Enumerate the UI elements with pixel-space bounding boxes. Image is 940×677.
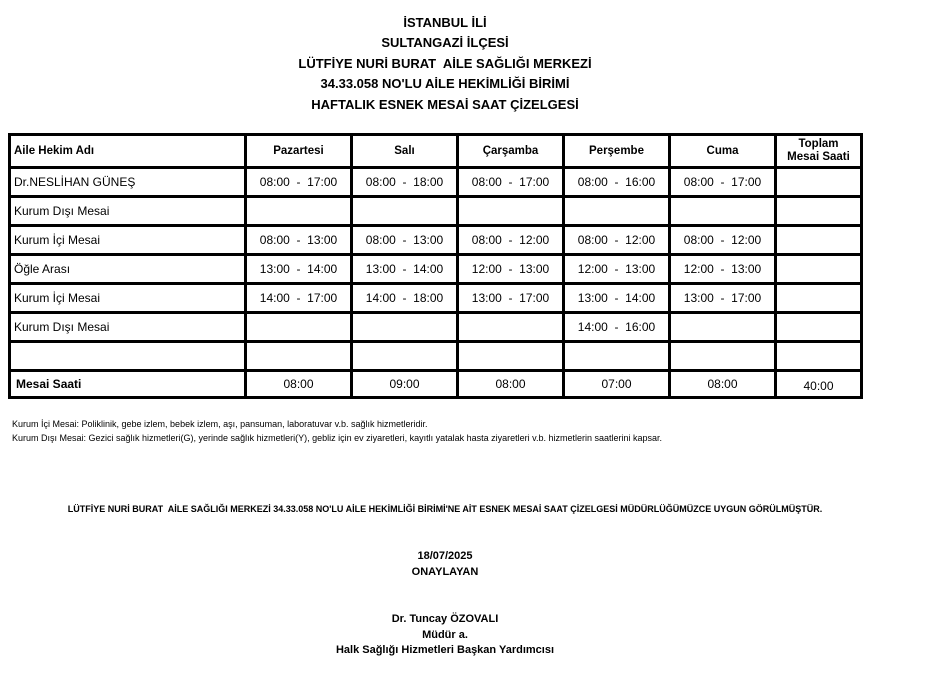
cell-monday	[246, 313, 352, 342]
cell-total	[776, 284, 862, 313]
total-friday: 08:00	[670, 371, 776, 398]
signatory-role: Müdür a.	[422, 628, 468, 641]
document-header	[0, 13, 890, 115]
total-header-line2: Mesai Saati	[787, 151, 850, 163]
header-health-center: LÜTFİYE NURİ BURAT AİLE SAĞLIĞI MERKEZİ	[298, 55, 592, 71]
cell-total	[776, 197, 862, 226]
cell-friday: 08:00 - 17:00	[670, 168, 776, 197]
cell-thursday: 13:00 - 14:00	[564, 284, 670, 313]
table-row	[10, 255, 862, 284]
cell-monday	[246, 197, 352, 226]
row-label: Dr.NESLİHAN GÜNEŞ	[10, 168, 246, 197]
note-external-hours: Kurum Dışı Mesai: Gezici sağlık hizmetleri(G), yerinde sağlık hizmetleri(Y), gebliz için ev ziyaretleri, kayıtlı yatalak hasta ziyaretleri v.b. hizmetlerin saatlerini kapsar.	[12, 433, 663, 443]
cell-friday: 12:00 - 13:00	[670, 255, 776, 284]
header-unit: 34.33.058 NO'LU AİLE HEKİMLİĞİ BİRİMİ	[320, 76, 570, 92]
cell-friday	[670, 313, 776, 342]
row-label: Kurum Dışı Mesai	[10, 197, 246, 226]
cell-total	[776, 255, 862, 284]
signatory-block	[0, 612, 890, 659]
cell-total	[776, 342, 862, 371]
cell-wednesday: 13:00 - 17:00	[458, 284, 564, 313]
header-document-title: HAFTALIK ESNEK MESAİ SAAT ÇİZELGESİ	[311, 96, 579, 112]
column-header-monday: Pazartesi	[246, 135, 352, 168]
cell-tuesday	[352, 313, 458, 342]
cell-tuesday	[352, 342, 458, 371]
approval-block	[0, 549, 890, 580]
cell-wednesday: 08:00 - 12:00	[458, 226, 564, 255]
row-label: Kurum Dışı Mesai	[10, 313, 246, 342]
cell-friday	[670, 197, 776, 226]
total-thursday: 07:00	[564, 371, 670, 398]
header-province: İSTANBUL İLİ	[403, 15, 487, 30]
table-row-empty	[10, 342, 862, 371]
column-header-total-hours	[776, 135, 862, 168]
cell-wednesday: 08:00 - 17:00	[458, 168, 564, 197]
cell-total	[776, 168, 862, 197]
signatory-name: Dr. Tuncay ÖZOVALI	[391, 613, 499, 625]
cell-thursday: 08:00 - 16:00	[564, 168, 670, 197]
cell-thursday: 14:00 - 16:00	[564, 313, 670, 342]
cell-thursday: 12:00 - 13:00	[564, 255, 670, 284]
column-header-thursday: Perşembe	[564, 135, 670, 168]
grand-total: 40:00	[776, 371, 862, 398]
cell-tuesday: 13:00 - 14:00	[352, 255, 458, 284]
cell-wednesday	[458, 313, 564, 342]
cell-friday	[670, 342, 776, 371]
total-row-label: Mesai Saati	[10, 371, 246, 398]
total-monday: 08:00	[246, 371, 352, 398]
total-tuesday: 09:00	[352, 371, 458, 398]
table-row	[10, 197, 862, 226]
column-header-friday: Cuma	[670, 135, 776, 168]
cell-tuesday: 08:00 - 18:00	[352, 168, 458, 197]
cell-monday: 13:00 - 14:00	[246, 255, 352, 284]
approved-by-label: ONAYLAYAN	[411, 565, 479, 578]
row-label	[10, 342, 246, 371]
cell-tuesday: 08:00 - 13:00	[352, 226, 458, 255]
cell-monday: 08:00 - 17:00	[246, 168, 352, 197]
cell-total	[776, 226, 862, 255]
approval-statement: LÜTFİYE NURİ BURAT AİLE SAĞLIĞI MERKEZİ 34.33.058 NO'LU AİLE HEKİMLİĞİ BİRİMİ'NE AİT ESNEK MESAİ SAAT ÇİZELGESİ MÜDÜRLÜĞÜMÜZCE UYGUN GÖRÜLMÜŞTÜR.	[67, 504, 823, 514]
approval-date: 18/07/2025	[417, 550, 473, 562]
row-label: Kurum İçi Mesai	[10, 284, 246, 313]
cell-monday	[246, 342, 352, 371]
cell-monday: 14:00 - 17:00	[246, 284, 352, 313]
table-row-total-hours	[10, 371, 862, 398]
cell-wednesday	[458, 342, 564, 371]
cell-tuesday: 14:00 - 18:00	[352, 284, 458, 313]
signatory-title: Halk Sağlığı Hizmetleri Başkan Yardımcısı	[335, 644, 555, 656]
table-row	[10, 226, 862, 255]
table-row	[10, 313, 862, 342]
cell-friday: 13:00 - 17:00	[670, 284, 776, 313]
cell-monday: 08:00 - 13:00	[246, 226, 352, 255]
column-header-doctor-name: Aile Hekim Adı	[10, 135, 246, 168]
total-header-line1: Toplam	[798, 138, 839, 150]
table-header-row	[10, 135, 862, 168]
header-district: SULTANGAZİ İLÇESİ	[381, 35, 509, 51]
column-header-wednesday: Çarşamba	[458, 135, 564, 168]
weekly-schedule-table	[8, 133, 863, 399]
total-wednesday: 08:00	[458, 371, 564, 398]
cell-tuesday	[352, 197, 458, 226]
cell-thursday	[564, 197, 670, 226]
cell-friday: 08:00 - 12:00	[670, 226, 776, 255]
row-label: Kurum İçi Mesai	[10, 226, 246, 255]
footnotes	[12, 417, 662, 445]
table-row-doctor	[10, 168, 862, 197]
cell-total	[776, 313, 862, 342]
cell-wednesday	[458, 197, 564, 226]
table-row	[10, 284, 862, 313]
cell-wednesday: 12:00 - 13:00	[458, 255, 564, 284]
column-header-tuesday: Salı	[352, 135, 458, 168]
row-label: Öğle Arası	[10, 255, 246, 284]
note-internal-hours: Kurum İçi Mesai: Poliklinik, gebe izlem, bebek izlem, aşı, pansuman, laboratuvar v.b. sağlık hizmetleridir.	[12, 419, 428, 429]
cell-thursday: 08:00 - 12:00	[564, 226, 670, 255]
cell-thursday	[564, 342, 670, 371]
